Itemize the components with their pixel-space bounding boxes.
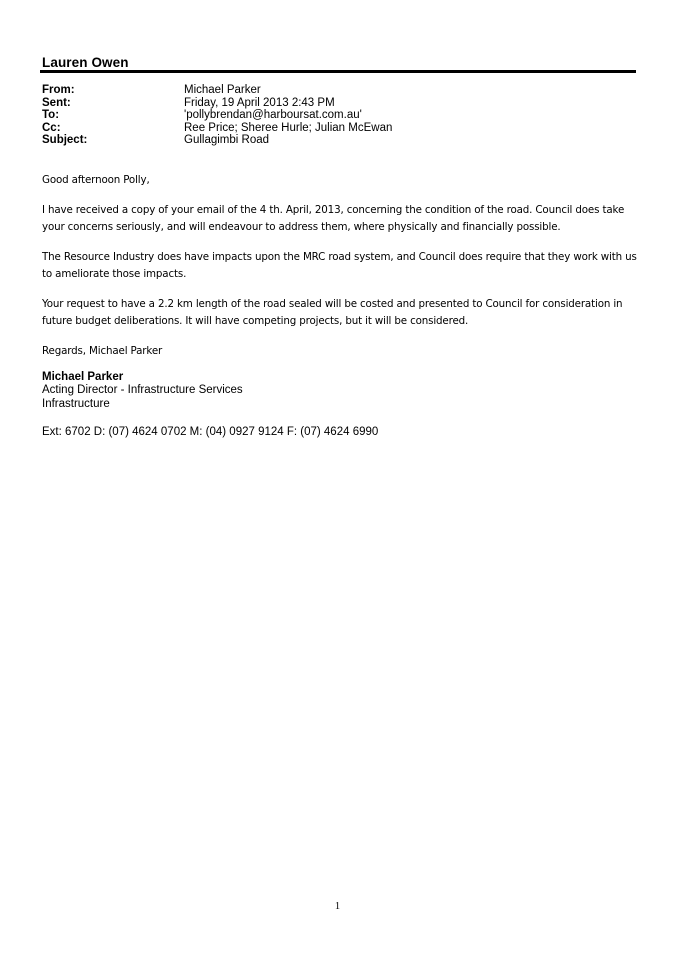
signature-title: Acting Director - Infrastructure Services: [42, 384, 243, 397]
body-paragraph: Your request to have a 2.2 km length of the road sealed will be costed and presented to Council for consideration in future budget deliberations. It will have competing projects, but it will be considered.: [42, 298, 623, 327]
cc-row: [42, 122, 392, 135]
greeting: Good afternoon Polly,: [42, 174, 150, 186]
subject-row: [42, 134, 392, 147]
from-label: From:: [42, 84, 75, 96]
email-body: [42, 172, 642, 373]
signature-block: [42, 371, 243, 411]
sent-row: [42, 97, 392, 110]
signature-name: Michael Parker: [42, 371, 124, 383]
header-divider: [40, 70, 636, 73]
contact-numbers: Ext: 6702 D: (07) 4624 0702 M: (04) 0927 9124 F: (07) 4624 6990: [42, 426, 379, 438]
body-paragraph: I have received a copy of your email of the 4 th. April, 2013, concerning the condition of the road. Council does take your concerns seriously, and will endeavour to address them, where physically and financially possible.: [42, 204, 625, 233]
mailbox-owner-name: Lauren Owen: [42, 55, 129, 70]
from-row: [42, 84, 392, 97]
page-number: 1: [334, 901, 341, 912]
email-header: [42, 84, 392, 147]
body-paragraph: The Resource Industry does have impacts upon the MRC road system, and Council does require that they work with us to ameliorate those impacts.: [42, 251, 637, 280]
from-value: Michael Parker: [184, 84, 261, 96]
cc-label: Cc:: [42, 121, 61, 134]
closing: Regards, Michael Parker: [42, 345, 163, 357]
sent-value: Friday, 19 April 2013 2:43 PM: [184, 96, 335, 109]
subject-value: Gullagimbi Road: [184, 134, 270, 147]
sent-label: Sent:: [42, 96, 71, 109]
subject-label: Subject:: [42, 134, 88, 147]
cc-value: Ree Price; Sheree Hurle; Julian McEwan: [184, 121, 393, 134]
signature-department: Infrastructure: [42, 397, 110, 410]
to-row: [42, 109, 392, 122]
to-label: To:: [42, 109, 60, 122]
to-value: 'pollybrendan@harboursat.com.au': [184, 109, 362, 122]
